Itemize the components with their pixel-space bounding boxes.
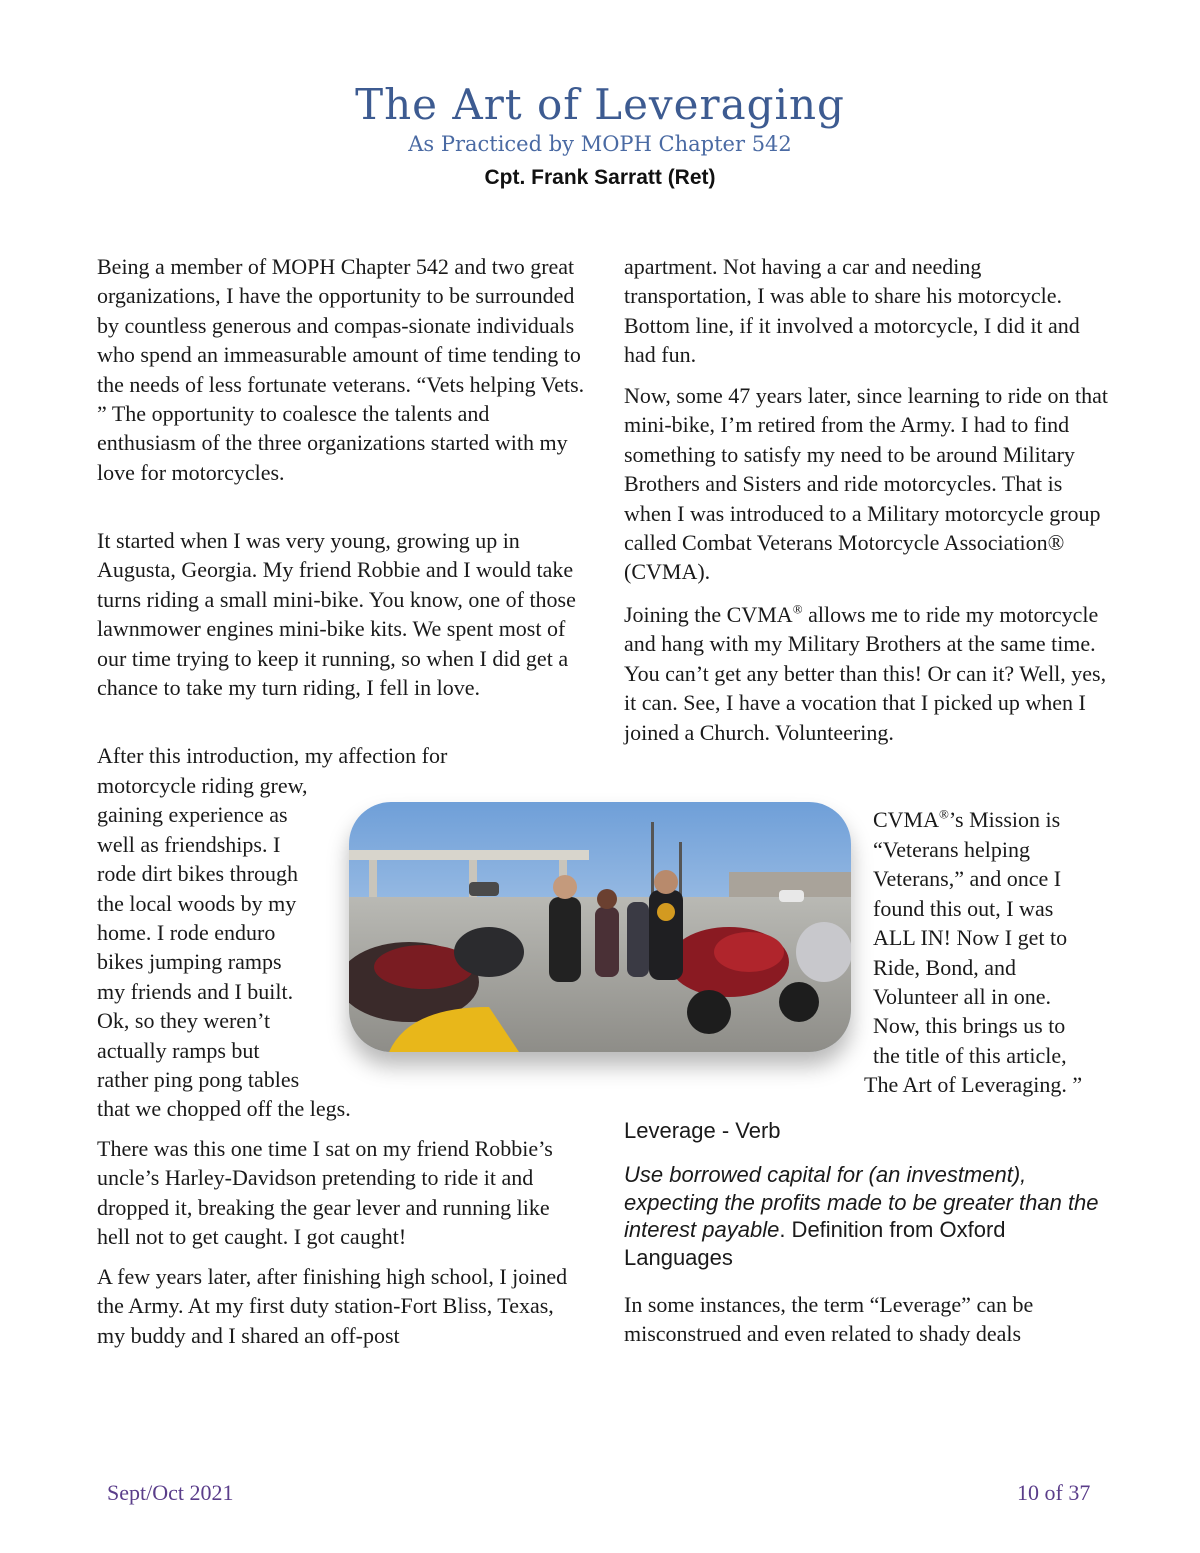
registered-mark: ® [939, 806, 949, 822]
joining-text: allows me to ride my motorcycle and hang with my Military Brothers at the same time. You can’t get any better than this! Or can it? Well, yes, it can. See, I have a vocation that I picked up when I joined a Church. Volunteering. [624, 602, 1107, 745]
mission-line: Now, this brings us to [873, 1013, 1066, 1039]
mission-line: found this out, I was [873, 895, 1054, 921]
affection-line: Ok, so they weren’t [97, 1008, 271, 1034]
mission-line: the title of this article, [873, 1042, 1067, 1068]
mission-line: Veterans,” and once I [873, 866, 1062, 892]
definition-heading: Leverage - Verb [624, 1118, 781, 1143]
paragraph-affection-first-line: After this introduction, my affection for [97, 743, 448, 768]
definition-italic: Use borrowed capital for (an investment), expecting the profits made to be greater than the interest payable [624, 1162, 1099, 1242]
affection-line: the local woods by my [97, 890, 297, 916]
mission-text: ’s Mission is [948, 807, 1061, 832]
mission-last-line: The Art of Leveraging. ” [864, 1072, 1083, 1097]
cvma-text: CVMA [873, 807, 940, 832]
mission-line: ALL IN! Now I get to [873, 925, 1068, 951]
paragraph-harley-story: There was this one time I sat on my friend Robbie’s uncle’s Harley-Davidson pretending to ride it and dropped it, breaking the gear lever and running like hell not to get caught. I got caught! [97, 1136, 553, 1250]
mission-line: Ride, Bond, and [873, 954, 1016, 980]
mission-line: Volunteer all in one. [873, 984, 1051, 1009]
affection-line: well as friendships. I [97, 831, 281, 857]
affection-line: actually ramps but [97, 1037, 260, 1063]
affection-line: bikes jumping ramps [97, 949, 282, 975]
definition-source: . Definition from Oxford Languages [624, 1217, 1006, 1270]
paragraph-childhood: It started when I was very young, growing up in Augusta, Georgia. My friend Robbie and I would take turns riding a small mini-bike. You know, one of those lawnmower engines mini-bike kits. We spent most of our time trying to keep it running, so when I did get a chance to take my turn riding, I fell in love. [97, 528, 576, 701]
affection-line: home. I rode enduro [97, 920, 276, 945]
page-number: 10 of 37 [1017, 1480, 1091, 1505]
author-byline: Cpt. Frank Sarratt (Ret) [484, 166, 716, 189]
paragraph-47-years: Now, some 47 years later, since learning to ride on that mini-bike, I’m retired from the Army. I had to find something to satisfy my need to be around Military Brothers and Sisters and ride motorcycles. That is when I was introduced to a Military motorcycle group called Combat Veterans Motorcycle Association® (CVMA). [624, 383, 1108, 585]
affection-line: my friends and I built. [97, 978, 294, 1004]
affection-line: that we chopped off the legs. [97, 1096, 351, 1122]
paragraph-army: A few years later, after finishing high school, I joined the Army. At my first duty station-Fort Bliss, Texas, my buddy and I shared an off-post [97, 1264, 568, 1348]
cvma-text: Joining the CVMA [624, 602, 793, 627]
mission-first-line [873, 805, 1060, 834]
paragraph-membership: Being a member of MOPH Chapter 542 and two great organizations, I have the opportunity to be surrounded by countless generous and compas-sionate individuals who spend an immeasurable amount of time tending to the needs of less fortunate veterans. “Vets helping Vets. ” The opportunity to coalesce the talents and enthusiasm of the three organizations started with my love for motorcycles. [97, 254, 585, 485]
definition-text [624, 1161, 1114, 1271]
affection-line: gaining experience as [97, 802, 288, 828]
motorcycle-group-photo [349, 802, 851, 1052]
issue-date: Sept/Oct 2021 [107, 1480, 234, 1505]
mission-line: “Veterans helping [873, 837, 1030, 862]
affection-line: motorcycle riding grew, [97, 773, 308, 798]
paragraph-leverage-meaning: In some instances, the term “Leverage” can be misconstrued and even related to shady deals [624, 1292, 1034, 1347]
paragraph-apartment: apartment. Not having a car and needing transportation, I was able to share his motorcycle. Bottom line, if it involved a motorcycle, I did it and had fun. [624, 254, 1080, 368]
article-title: The Art of Leveraging [355, 80, 845, 129]
affection-line: rather ping pong tables [97, 1067, 300, 1092]
registered-mark: ® [792, 601, 803, 617]
paragraph-joining-cvma [624, 600, 1114, 747]
affection-line: rode dirt bikes through [97, 861, 299, 887]
article-subtitle: As Practiced by MOPH Chapter 542 [408, 132, 792, 156]
